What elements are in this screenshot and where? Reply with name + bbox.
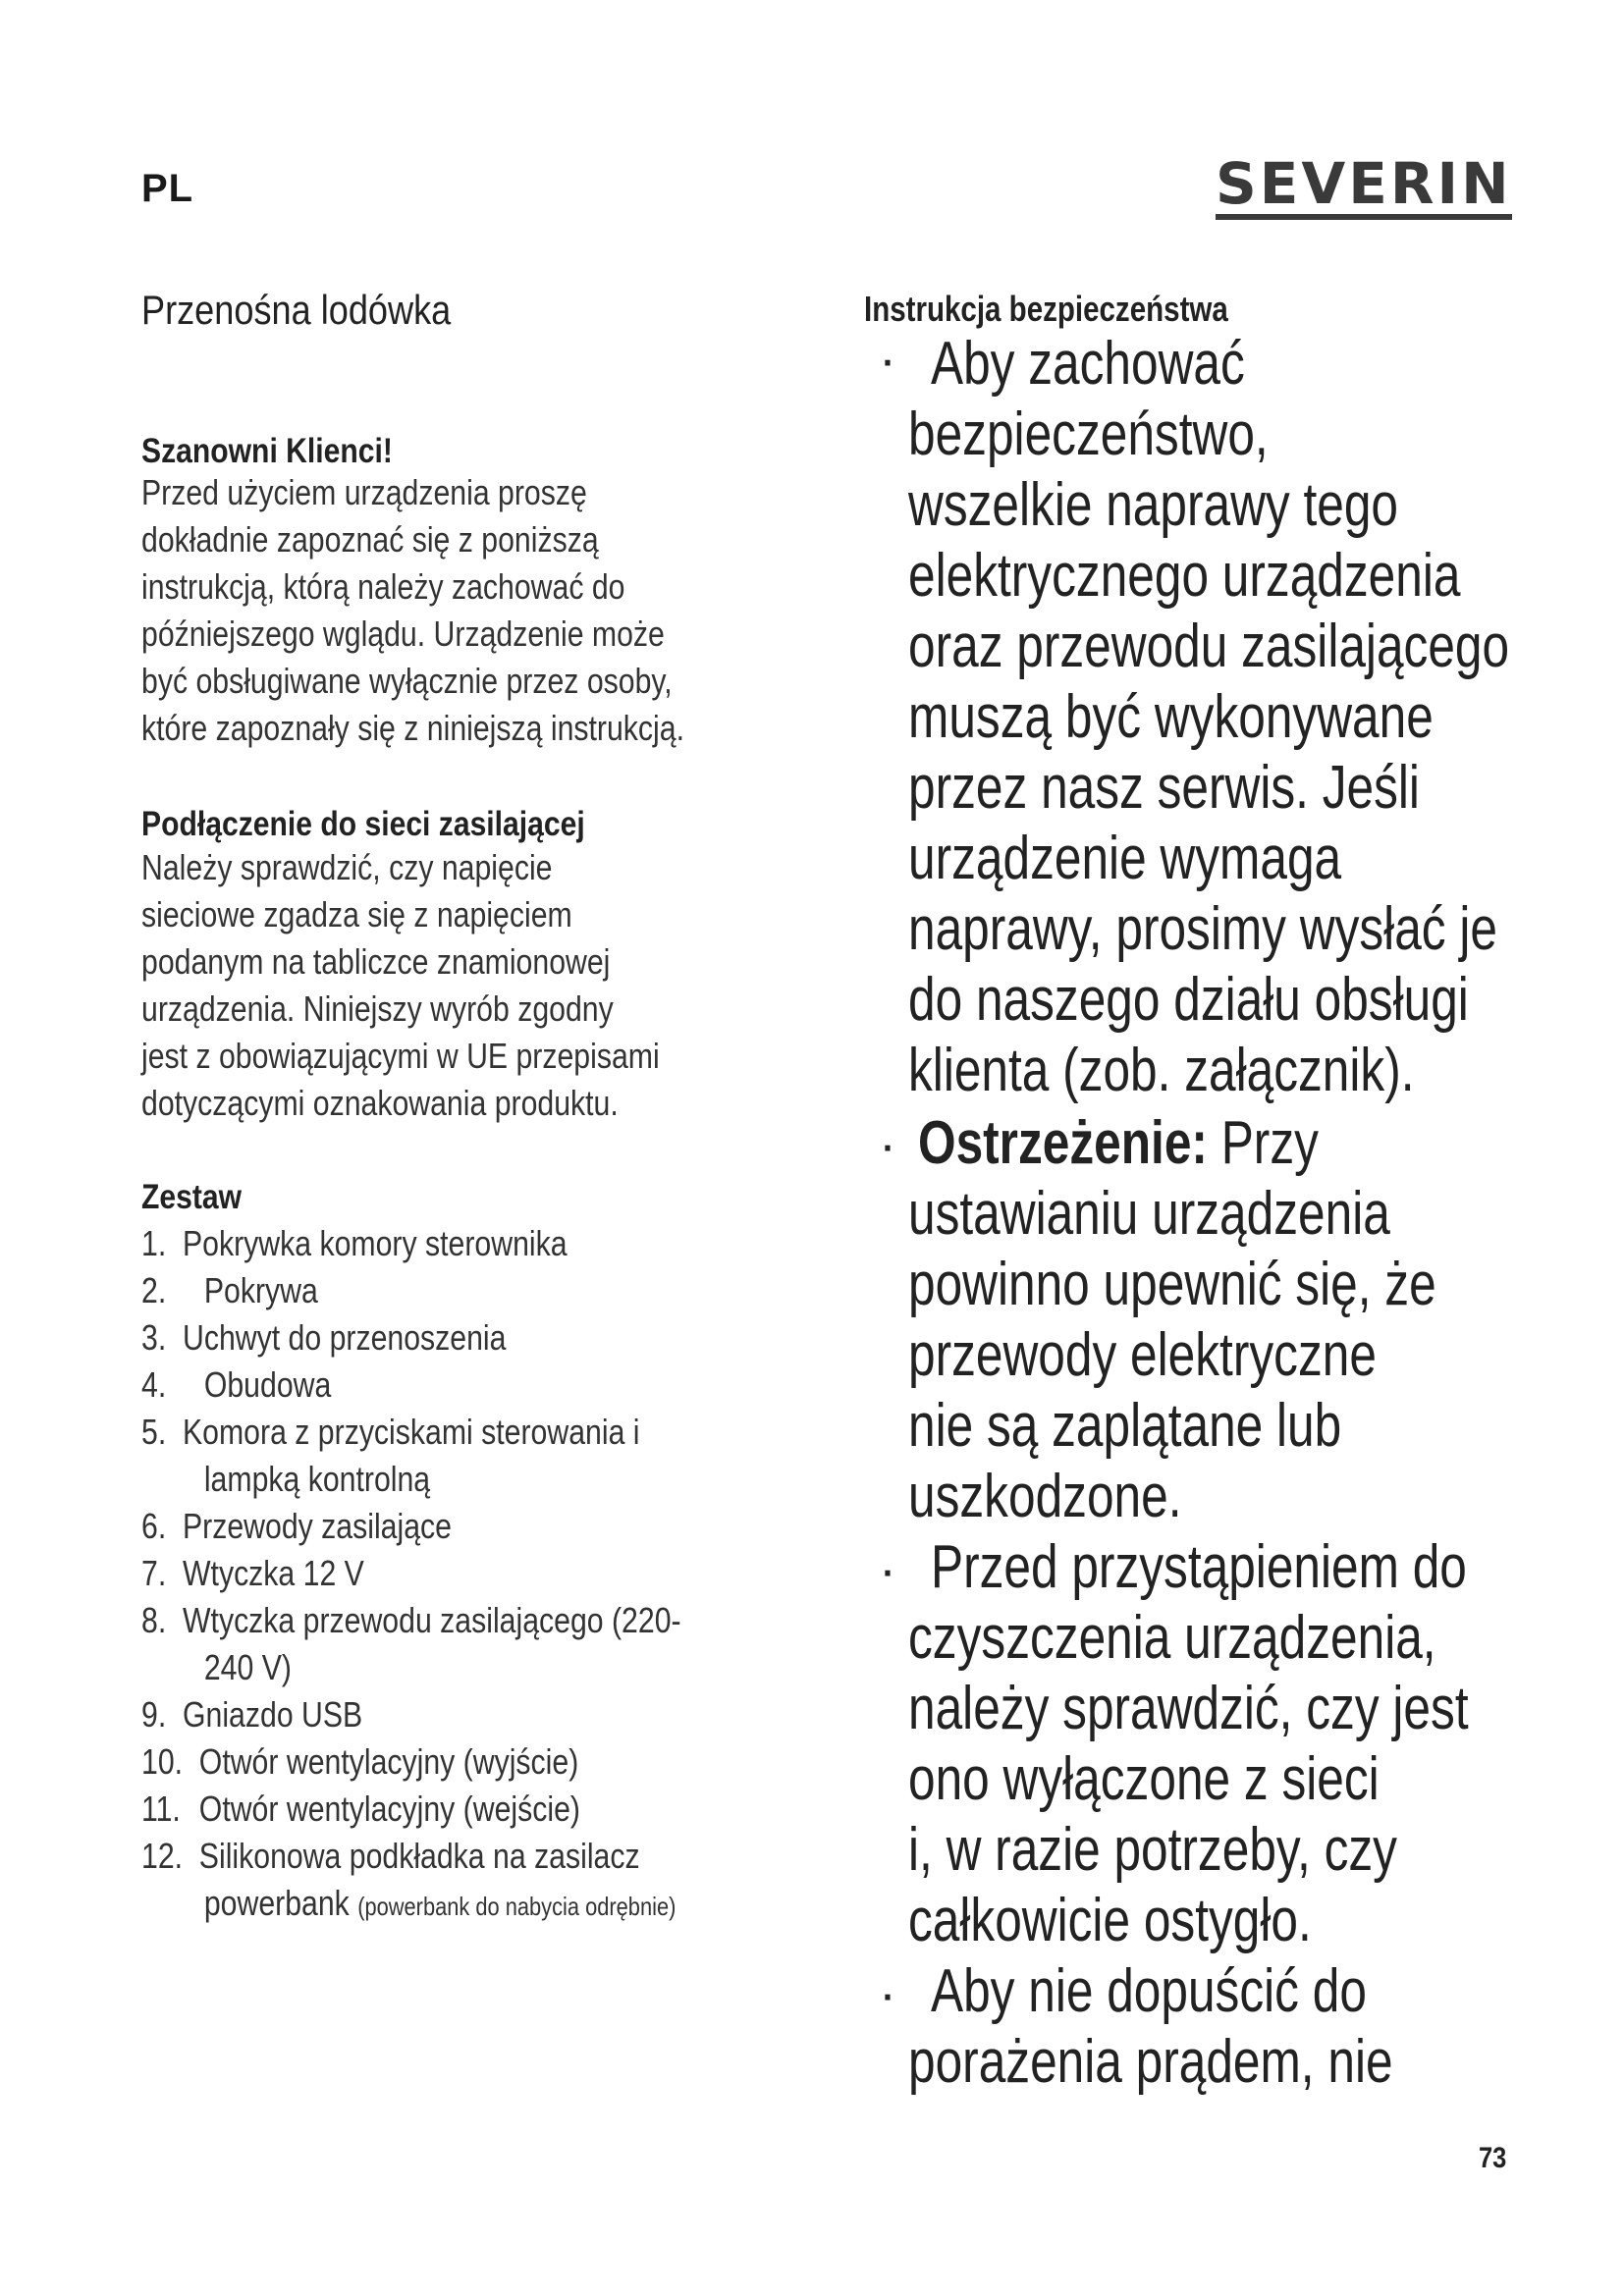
safety-line: Aby zachować	[931, 330, 1245, 398]
list-note: (powerbank do nabycia odrębnie)	[357, 1892, 677, 1921]
safety-line: całkowicie ostygło.	[908, 1887, 1312, 1954]
list-item	[141, 1506, 452, 1547]
bullet-icon: ·	[879, 1540, 896, 1599]
list-number: 8.	[141, 1600, 167, 1640]
greeting-line: instrukcją, którą należy zachować do	[141, 566, 625, 607]
warning-label: Ostrzeżenie:	[918, 1109, 1208, 1177]
connection-line: dotyczącymi oznakowania produktu.	[141, 1083, 619, 1123]
list-number: 1.	[141, 1223, 167, 1263]
list-text: powerbank	[203, 1883, 350, 1923]
connection-line: sieciowe zgadza się z napięciem	[141, 894, 572, 934]
bullet-icon: ·	[879, 1115, 896, 1174]
safety-line: przewody elektryczne	[908, 1321, 1377, 1389]
list-item	[141, 1412, 640, 1453]
greeting-line: dokładnie zapoznać się z poniższą	[141, 519, 599, 560]
list-text: Silikonowa podkładka na zasilacz	[198, 1836, 640, 1876]
list-item-continuation	[141, 1883, 676, 1924]
safety-line: naprawy, prosimy wysłać je	[908, 895, 1497, 963]
safety-line: bezpieczeństwo,	[908, 400, 1269, 468]
safety-line: czyszczenia urządzenia,	[908, 1604, 1436, 1672]
safety-line: urządzenie wymaga	[908, 825, 1342, 892]
list-item-continuation	[141, 1647, 292, 1688]
list-number: 11.	[141, 1789, 181, 1829]
list-item	[141, 1270, 318, 1311]
list-item	[141, 1741, 578, 1783]
list-number: 9.	[141, 1694, 167, 1735]
list-item-continuation	[141, 1459, 430, 1500]
greeting-line: być obsługiwane wyłącznie przez osoby,	[141, 661, 673, 701]
list-text: Uchwyt do przenoszenia	[183, 1317, 507, 1358]
safety-line: muszą być wykonywane	[908, 683, 1434, 751]
page-title: Przenośna lodówka	[141, 287, 452, 333]
page-number: 73	[1479, 2142, 1507, 2174]
list-number: 2.	[141, 1270, 167, 1310]
safety-line: Aby nie dopuścić do	[931, 1957, 1367, 2025]
list-item	[141, 1694, 362, 1735]
safety-line: ustawianiu urządzenia	[908, 1180, 1390, 1248]
safety-line: uszkodzone.	[908, 1463, 1182, 1530]
list-item	[141, 1553, 364, 1594]
connection-line: jest z obowiązującymi w UE przepisami	[141, 1036, 660, 1076]
kit-heading: Zestaw	[141, 1178, 243, 1216]
list-number: 3.	[141, 1317, 167, 1358]
connection-heading: Podłączenie do sieci zasilającej	[141, 805, 585, 843]
safety-line: przez nasz serwis. Jeśli	[908, 754, 1420, 822]
list-item	[141, 1600, 681, 1641]
list-text: Otwór wentylacyjny (wyjście)	[198, 1741, 579, 1782]
list-number: 5.	[141, 1412, 167, 1452]
safety-line: wszelkie naprawy tego	[908, 471, 1399, 539]
list-item	[141, 1836, 640, 1877]
list-text: Gniazdo USB	[183, 1694, 363, 1735]
greeting-heading: Szanowni Klienci!	[141, 432, 393, 470]
connection-line: urządzenia. Niniejszy wyrób zgodny	[141, 988, 614, 1029]
greeting-line: które zapoznały się z niniejszą instrukcją.	[141, 708, 684, 748]
safety-heading: Instrukcja bezpieczeństwa	[864, 289, 1228, 329]
safety-line: porażenia prądem, nie	[908, 2028, 1393, 2096]
greeting-line: późniejszego wglądu. Urządzenie może	[141, 614, 665, 654]
list-text: Obudowa	[203, 1364, 332, 1405]
list-text: Wtyczka 12 V	[183, 1553, 364, 1593]
list-number: 7.	[141, 1553, 167, 1593]
list-text: 240 V)	[203, 1647, 292, 1687]
left-title-wrap	[141, 287, 829, 334]
list-item	[141, 1789, 580, 1830]
safety-line-text: Przy	[1220, 1109, 1319, 1177]
language-code: PL	[141, 167, 194, 210]
list-item	[141, 1317, 506, 1359]
safety-line: należy sprawdzić, czy jest	[908, 1675, 1469, 1742]
safety-line: ono wyłączone z sieci	[908, 1745, 1380, 1813]
list-text: Otwór wentylacyjny (wejście)	[198, 1789, 580, 1829]
list-text: Pokrywka komory sterownika	[183, 1223, 568, 1263]
list-number: 4.	[141, 1364, 167, 1405]
safety-line: do naszego działu obsługi	[908, 966, 1469, 1034]
connection-line: podanym na tabliczce znamionowej	[141, 941, 611, 982]
safety-line: Przed przystąpieniem do	[931, 1533, 1467, 1601]
bullet-icon: ·	[879, 330, 896, 389]
safety-line: nie są zaplątane lub	[908, 1392, 1342, 1460]
safety-line: powinno upewnić się, że	[908, 1251, 1436, 1318]
list-text: lampką kontrolną	[203, 1459, 431, 1499]
safety-line: i, w razie potrzeby, czy	[908, 1816, 1397, 1884]
list-number: 10.	[141, 1741, 184, 1782]
list-number: 6.	[141, 1506, 167, 1546]
list-text: Komora z przyciskami sterowania i	[183, 1412, 640, 1452]
list-text: Przewody zasilające	[183, 1506, 452, 1546]
list-text: Wtyczka przewodu zasilającego (220-	[183, 1600, 681, 1640]
safety-line	[918, 1109, 1319, 1177]
bullet-icon: ·	[879, 1964, 896, 2023]
list-item	[141, 1364, 331, 1406]
safety-line: elektrycznego urządzenia	[908, 542, 1461, 610]
list-item	[141, 1223, 568, 1264]
connection-line: Należy sprawdzić, czy napięcie	[141, 847, 553, 887]
safety-line: oraz przewodu zasilającego	[908, 613, 1510, 680]
list-number: 12.	[141, 1836, 184, 1876]
brand-logo: SEVERIN	[1216, 155, 1512, 220]
safety-line: klienta (zob. załącznik).	[908, 1037, 1415, 1104]
list-text: Pokrywa	[203, 1270, 318, 1310]
greeting-line: Przed użyciem urządzenia proszę	[141, 472, 587, 512]
